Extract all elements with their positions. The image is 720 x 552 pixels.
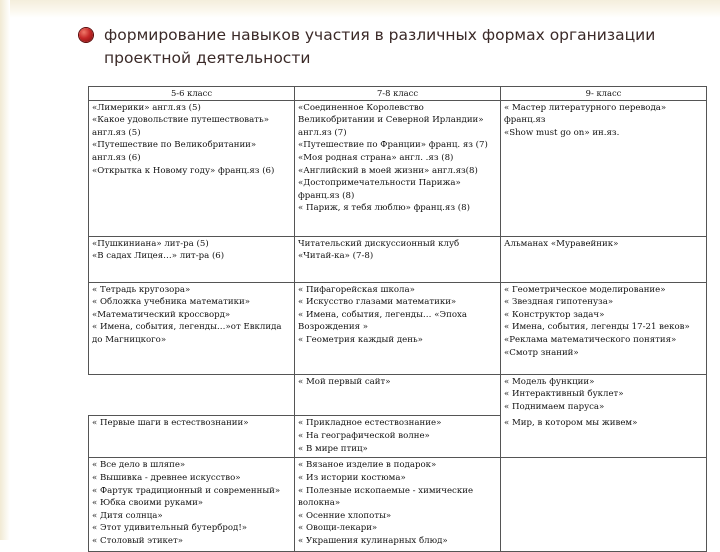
project-entry: Альманах «Муравейник» xyxy=(504,238,619,249)
project-entry: франц.яз (8) xyxy=(298,190,355,201)
project-entry: « Мастер литературного перевода» xyxy=(504,102,667,113)
cell-grade-7-8 xyxy=(295,236,501,282)
project-entry: « Фартук традиционный и современный» xyxy=(92,485,281,496)
table-row xyxy=(89,374,707,416)
project-entry: « Модель функции» xyxy=(504,376,595,387)
cell-grade-7-8 xyxy=(295,282,501,374)
cell-grade-5-6 xyxy=(89,282,295,374)
project-entry: « Этот удивительный бутерброд!» xyxy=(92,523,248,534)
project-entry: «Читай-ка» (7-8) xyxy=(298,251,374,262)
header-grade-7-8: 7-8 класс xyxy=(295,87,501,101)
header-grade-9: 9- класс xyxy=(501,87,707,101)
project-entry: «Открытка к Новому году» франц.яз (6) xyxy=(92,165,275,176)
project-entry: « Искусство глазами математики» xyxy=(298,297,457,308)
cell-grade-5-6 xyxy=(89,100,295,236)
project-entry: « Пифагорейская школа» xyxy=(298,284,415,295)
project-entry: « Поднимаем паруса» xyxy=(504,401,605,412)
project-entry: «Смотр знаний» xyxy=(504,347,579,358)
decorative-top-band xyxy=(0,0,720,18)
cell-grade-5-6 xyxy=(89,458,295,552)
project-entry: « Столовый этикет» xyxy=(92,535,184,546)
cell-grade-7-8 xyxy=(295,100,501,236)
project-entry: « Париж, я тебя люблю» франц.яз (8) xyxy=(298,203,470,214)
cell-grade-9 xyxy=(501,458,707,552)
project-entry: « Имена, события, легенды…»от Евклида xyxy=(92,322,282,333)
table-row xyxy=(89,100,707,236)
project-entry: « Полезные ископаемые - химические xyxy=(298,485,474,496)
project-entry: Читательский дискуссионный клуб xyxy=(298,238,460,249)
project-entry: « Мир, в котором мы живем» xyxy=(504,418,638,429)
cell-grade-9 xyxy=(501,416,707,458)
project-entry: « Из истории костюма» xyxy=(298,472,406,483)
table-row xyxy=(89,458,707,552)
project-entry: Возрождения » xyxy=(298,322,369,333)
project-entry: « Юбка своими руками» xyxy=(92,498,204,509)
project-entry: « Все дело в шляпе» xyxy=(92,460,186,471)
cell-grade-5-6 xyxy=(89,374,295,416)
table-header-row xyxy=(89,87,707,101)
cell-grade-9 xyxy=(501,282,707,374)
project-entry: « Геометрия каждый день» xyxy=(298,334,423,345)
project-entry: «Какое удовольствие путешествовать» xyxy=(92,115,269,126)
project-entry: « Интерактивный буклет» xyxy=(504,389,624,400)
project-entry: « Вязаное изделие в подарок» xyxy=(298,460,437,471)
project-entry: «Английский в моей жизни» англ.яз(8) xyxy=(298,165,478,176)
project-entry: «Достопримечательности Парижа» xyxy=(298,178,461,189)
projects-table xyxy=(88,86,707,552)
table-row xyxy=(89,416,707,458)
table-row xyxy=(89,282,707,374)
project-entry: « На географической волне» xyxy=(298,430,430,441)
project-entry: « Геометрическое моделирование» xyxy=(504,284,666,295)
slide-title: формирование навыков участия в различных формах организации проектной деятельности xyxy=(104,26,656,67)
cell-grade-9 xyxy=(501,100,707,236)
project-entry: « Первые шаги в естествознании» xyxy=(92,418,249,429)
project-entry: « Звездная гипотенуза» xyxy=(504,297,614,308)
project-entry: волокна» xyxy=(298,498,341,509)
project-entry: англ.яз (6) xyxy=(92,152,141,163)
project-entry: «Соединенное Королевство xyxy=(298,102,424,113)
project-entry: «Пушкиниана» лит-ра (5) xyxy=(92,238,209,249)
project-entry: « Осенние хлопоты» xyxy=(298,510,392,521)
cell-grade-7-8 xyxy=(295,374,501,416)
project-entry: « Вышивка - древнее искусство» xyxy=(92,472,241,483)
project-entry: « Прикладное естествознание» xyxy=(298,418,442,429)
project-entry: «Путешествие по Великобритании» xyxy=(92,140,257,151)
project-entry: « Овощи-лекари» xyxy=(298,523,378,534)
project-entry: «Путешествие по Франции» франц. яз (7) xyxy=(298,140,488,151)
project-entry: « Обложка учебника математики» xyxy=(92,297,250,308)
project-entry: « Имена, события, легенды… «Эпоха xyxy=(298,309,467,320)
project-entry: «Математический кроссворд» xyxy=(92,309,231,320)
project-entry: до Магницкого» xyxy=(92,334,167,345)
project-entry: «Реклама математического понятия» xyxy=(504,334,677,345)
project-entry: « Конструктор задач» xyxy=(504,309,605,320)
project-entry: франц.яз xyxy=(504,115,546,126)
project-entry: Великобритании и Северной Ирландии» xyxy=(298,115,484,126)
project-entry: «Show must go on» ин.яз. xyxy=(504,127,620,138)
project-entry: «Лимерики» англ.яз (5) xyxy=(92,102,201,113)
project-entry: англ.яз (7) xyxy=(298,127,347,138)
cell-grade-7-8 xyxy=(295,458,501,552)
cell-grade-9 xyxy=(501,374,707,416)
bullet-icon xyxy=(79,28,93,42)
project-entry: англ.яз (5) xyxy=(92,127,141,138)
table-row xyxy=(89,236,707,282)
header-grade-5-6: 5-6 класс xyxy=(89,87,295,101)
cell-grade-7-8 xyxy=(295,416,501,458)
cell-grade-5-6 xyxy=(89,416,295,458)
project-entry: « Дитя солнца» xyxy=(92,510,163,521)
cell-grade-5-6 xyxy=(89,236,295,282)
project-entry: « Украшения кулинарных блюд» xyxy=(298,535,448,546)
project-entry: «В садах Лицея…» лит-ра (6) xyxy=(92,251,225,262)
project-entry: «Моя родная страна» англ. .яз (8) xyxy=(298,152,454,163)
project-entry: « Мой первый сайт» xyxy=(298,376,391,387)
cell-grade-9 xyxy=(501,236,707,282)
project-entry: « Имена, события, легенды 17-21 веков» xyxy=(504,322,690,333)
project-entry: « В мире птиц» xyxy=(298,443,368,454)
project-entry: « Тетрадь кругозора» xyxy=(92,284,191,295)
decorative-side-band xyxy=(0,0,10,540)
